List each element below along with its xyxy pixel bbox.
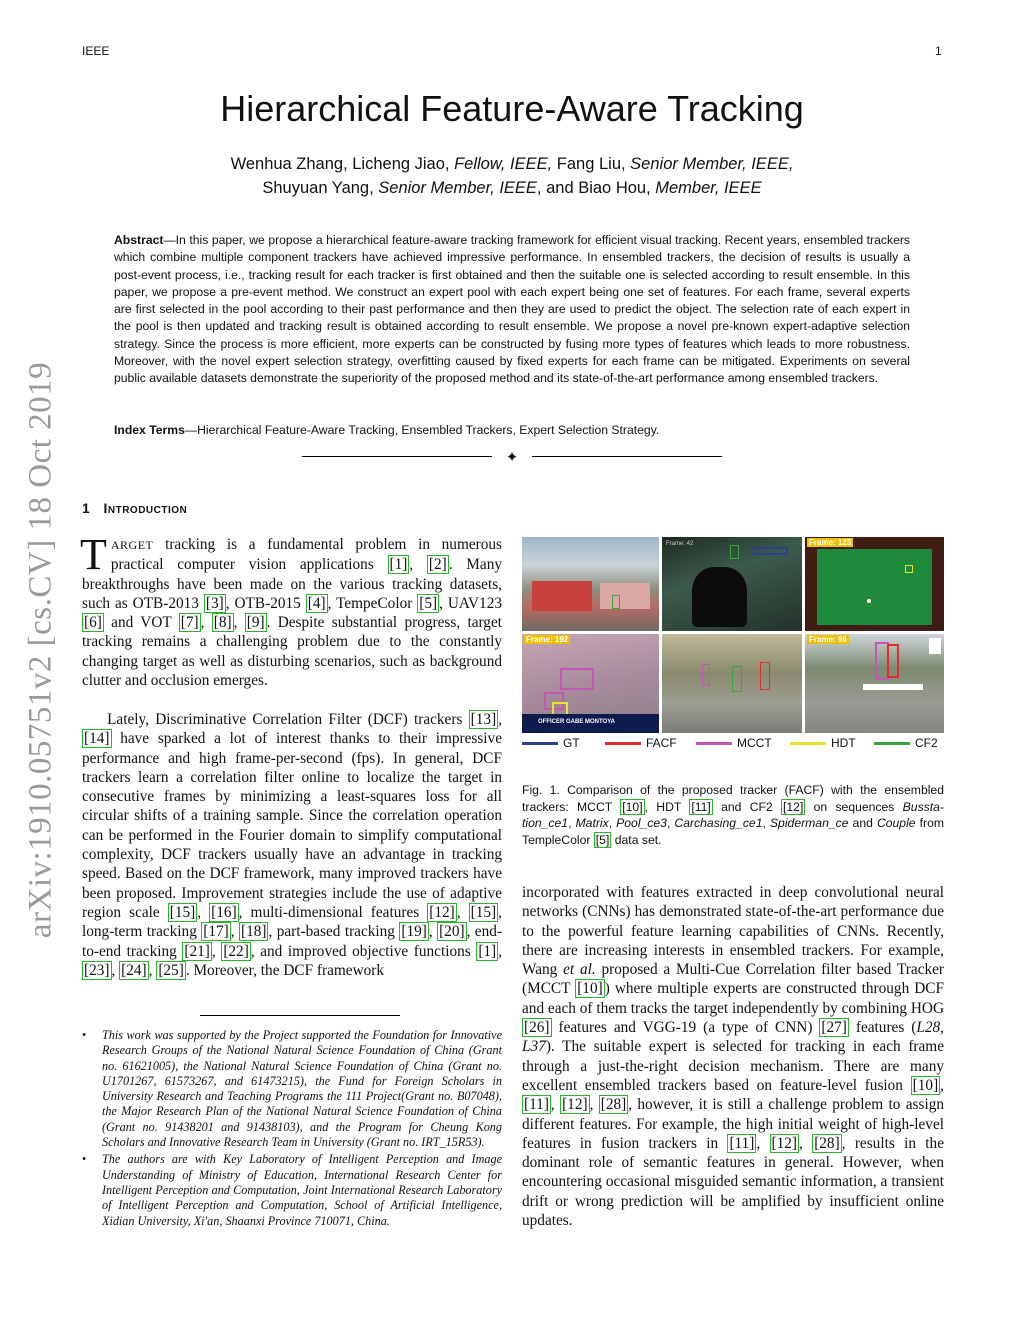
frame-busstation: [522, 537, 659, 631]
index-terms: [114, 423, 910, 437]
footnotes: [82, 1028, 502, 1231]
citation-link[interactable]: [20]: [439, 923, 465, 941]
paper-title: Hierarchical Feature-Aware Tracking: [220, 88, 804, 129]
citation-link[interactable]: [4]: [307, 594, 326, 612]
citation-link[interactable]: [12]: [783, 799, 804, 814]
citation-link[interactable]: [16]: [211, 903, 237, 921]
citation-link[interactable]: [28]: [600, 1096, 627, 1114]
abstract: [114, 232, 910, 388]
abstract-label: Abstract: [114, 233, 164, 247]
footnote-item: • This work was supported by the Project supported the Foundation for Innovative Research Groups of the National Natural Science Foundation of China (Grant no. 61621005), the National Natural Science Foundation of China (Grant no. U1701267, 61573267, and 61473215), the Fund for Foreign Scholars in University Research and Teaching Programs the 111 Project(Grant no. B07048), the Major Research Plan of the National Natural Science Foundation of China (Grant no. 91438201 and 91438103), and the Program for Cheung Kong Scholars and Innovative Research Team in University (Grant no. IRT_15R53).: [82, 1028, 502, 1150]
citation-link[interactable]: [8]: [213, 614, 232, 632]
figure-1-image-grid: [522, 537, 944, 733]
citation-link[interactable]: [10]: [912, 1076, 939, 1094]
citation-link[interactable]: [23]: [84, 961, 110, 979]
citation-link[interactable]: [15]: [470, 903, 497, 921]
citation-link[interactable]: [2]: [428, 556, 447, 574]
citation-link[interactable]: [5]: [419, 594, 438, 612]
legend-entry-gt: GT: [522, 736, 580, 750]
author-list: Wenhua Zhang, Licheng Jiao, Fellow, IEEE, Fang Liu, Senior Member, IEEE, Shuyuan Yang, Senior Member, IEEE, and Biao Hou, Member, IEEE: [230, 155, 794, 197]
citation-link[interactable]: [19]: [401, 923, 427, 941]
citation-link[interactable]: [17]: [203, 923, 229, 941]
legend-entry-cf2: CF2: [874, 736, 938, 750]
frame-carchasing: [522, 634, 659, 733]
citation-link[interactable]: [21]: [184, 942, 210, 960]
section-divider: [302, 448, 722, 466]
frame-label: Frame: 192: [526, 635, 569, 644]
citation-link[interactable]: [12]: [562, 1096, 588, 1114]
citation-link[interactable]: [10]: [622, 799, 643, 814]
intro-paragraph-2: Lately, Discriminative Correlation Filter (DCF) trackers [13] , [14] have sparked a lot of interest thanks to their impressive performance and high frame-per-second (fps). In general, DCF trackers learn a correlation filter online to localize the target in consecutive frames by minimizing a least-squares loss for all circular shifts of a training sample. Since the correlation operation can be performed in the Fourier domain to simplify computational complexity, DCF trackers usually have an advantage in tracking speed. Based on the DCF framework, many improved trackers have been proposed. Improvement strategies include the use of adaptive region scale [15] , [16] , multi-dimensional features [12] , [15] , long-term tracking [17] , [18] , part-based tracking [19] , [20] , end-to-end tracking [21] , [22] , and improved objective functions [1] , [23] , [24] , [25] . Moreover, the DCF framework: [82, 711, 502, 979]
citation-link[interactable]: [18]: [240, 923, 267, 941]
intro-paragraph-3: incorporated with features extracted in deep convolutional neural networks (CNNs) has demonstrated state-of-the-art performance due to the powerful feature learning capabilities of CNNs. Recently, there are increasing interests in ensembled trackers. For example, Wang et al. proposed a Multi-Cue Correlation filter based Tracker (MCCT [10] ) where multiple experts are constructed through DCF and each of them tracks the target independently by combining HOG [26] features and VGG-19 (a type of CNN) [27] features (L28, L37). The suitable expert is selected for tracking in each frame through a just-the-right decision mechanism. There are many excellent ensembled trackers based on feature-level fusion [10] , [11] , [12] , [28] , however, it is still a challenge problem to assign different features. For example, the high initial weight of high-level features in fusion trackers in [11] , [12] , [28] , results in the dominant role of semantic features in general. However, when encountering occasional misguided semantic information, a transient drift or wrong prediction will be amplified by insufficient online updates.: [522, 884, 945, 1230]
index-terms-text: —Hierarchical Feature-Aware Tracking, Ensembled Trackers, Expert Selection Strategy.: [184, 423, 660, 437]
abstract-text: —In this paper, we propose a hierarchical feature-aware tracking framework for efficient visual tracking. Recent years, ensembled trackers which combine multiple component trackers have achieved impressive performance. In ensembled trackers, the decision of results is usually a post-event process, i.e., tracking result for each tracker is first obtained and then the suitable one is selected according to result ensemble. In this paper, we propose a pre-event method. We construct an expert pool with each expert being one set of features. For each frame, several experts are first selected in the pool according to their past performance and then they are used to predict the object. The selection rate of each expert in the pool is then updated and tracking result is obtained according to result ensemble. We propose a novel pre-known expert-adaptive selection strategy. Since the process is more efficient, more experts can be constructed by fusing more types of features which leads to more robustness. Moreover, with the novel expert selection strategy, overfitting caused by fixed experts for each frame can be mitigated. Experiments on several public available datasets demonstrate the superiority of the proposed method and its state-of-the-art performance among ensembled trackers.: [114, 233, 910, 386]
legend-entry-mcct: MCCT: [696, 736, 772, 750]
figure-legend: [522, 736, 944, 756]
citation-link[interactable]: [5]: [595, 832, 610, 847]
arxiv-stamp-text: arXiv:1910.05751v2 [cs.CV] 18 Oct 2019: [22, 361, 59, 939]
page-number: 1: [935, 44, 942, 58]
frame-label: Frame: 96: [809, 635, 847, 644]
section-heading: 1 Introduction: [82, 500, 188, 516]
frame-pool: [805, 537, 944, 631]
citation-link[interactable]: [25]: [158, 961, 184, 979]
legend-entry-facf: FACF: [605, 736, 677, 750]
citation-link[interactable]: [7]: [180, 614, 199, 632]
citation-link[interactable]: [11]: [729, 1134, 755, 1152]
footnote-rule: [200, 1015, 400, 1016]
citation-link[interactable]: [26]: [524, 1019, 550, 1037]
running-header-left: IEEE: [82, 44, 110, 58]
index-terms-label: Index Terms: [114, 423, 185, 437]
citation-link[interactable]: [12]: [771, 1134, 798, 1152]
citation-link[interactable]: [13]: [470, 711, 497, 728]
citation-link[interactable]: [28]: [814, 1134, 840, 1152]
citation-link[interactable]: [10]: [577, 980, 603, 998]
citation-link[interactable]: [3]: [205, 594, 224, 612]
legend-entry-hdt: HDT: [790, 736, 856, 750]
citation-link[interactable]: [1]: [389, 556, 408, 574]
citation-link[interactable]: [1]: [478, 942, 497, 960]
citation-link[interactable]: [27]: [821, 1019, 847, 1037]
figure-caption: Fig. 1. Comparison of the proposed tracker (FACF) with the ensembled trackers: MCCT [10] , HDT [11] and CF2 [12] on sequences Bussta-tion_ce1, Matrix, Pool_ce3, Carchasing_ce1, Spiderman_ce and Couple from TempleColor [5] data set.: [522, 783, 944, 847]
citation-link[interactable]: [9]: [246, 614, 265, 632]
citation-link[interactable]: [24]: [121, 961, 147, 979]
citation-link[interactable]: [6]: [84, 614, 102, 632]
citation-link[interactable]: [15]: [169, 903, 196, 921]
frame-spiderman: [662, 634, 802, 733]
citation-link[interactable]: [11]: [524, 1096, 549, 1114]
citation-link[interactable]: [22]: [223, 942, 249, 960]
footnote-item: • The authors are with Key Laboratory of Intelligent Perception and Image Understanding of Ministry of Education, International Research Center for Intelligent Perception and Computation, Joint International Research Laboratory of Intelligent Perception and Computation, School of Artificial Intelligence, Xidian University, Xi'an, Shaanxi Province 710071, China.: [82, 1152, 502, 1228]
divider-glyph: ✦: [505, 450, 519, 466]
frame-matrix: Frame: 42: [662, 537, 802, 631]
frame-couple: [805, 634, 944, 733]
arxiv-stamp: [6, 350, 76, 950]
citation-link[interactable]: [11]: [691, 799, 711, 814]
citation-link[interactable]: [12]: [429, 903, 455, 921]
citation-link[interactable]: [14]: [84, 730, 110, 748]
frame-label: Frame: 123: [809, 538, 852, 547]
overlay-text: OFFICER GABE MONTOYA: [538, 719, 616, 725]
drop-cap: T: [80, 530, 107, 579]
intro-paragraph-1: TARGET tracking is a fundamental problem in numerous practical computer vision applications [1] , [2] . Many breakthroughs have been made on the various tracking datasets, such as OTB-2013 [3] , OTB-2015 [4] , TempeColor [5] , UAV123 [6] and VOT [7] , [8] , [9] . Despite substantial progress, target tracking remains a challenging problem due to the constantly changing target as well as disturbing scenarios, such as background clutter and occlusion emerges.: [80, 530, 502, 690]
